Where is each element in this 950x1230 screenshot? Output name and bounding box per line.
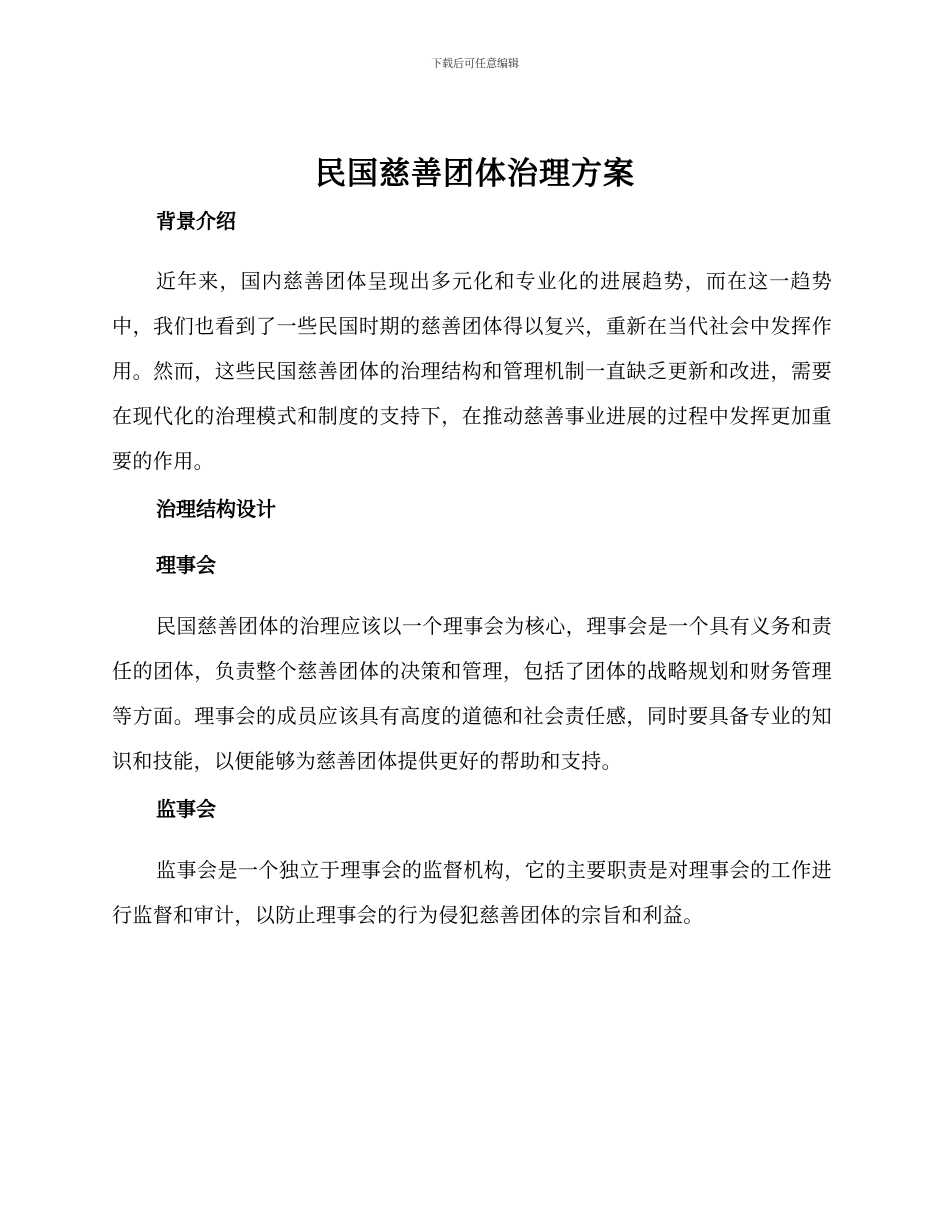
document-title: 民国慈善团体治理方案 (315, 156, 635, 192)
section-heading-background: 背景介绍 (156, 209, 236, 233)
paragraph-supervisory: 监事会是一个独立于理事会的监督机构，它的主要职责是对理事会的工作进行监督和审计，以防止理事会的行为侵犯慈善团体的宗旨和利益。 (112, 858, 832, 927)
subsection-heading-supervisory: 监事会 (156, 797, 216, 821)
section-heading-governance: 治理结构设计 (156, 497, 276, 521)
paragraph-background: 近年来，国内慈善团体呈现出多元化和专业化的进展趋势，而在这一趋势中，我们也看到了一些民国时期的慈善团体得以复兴，重新在当代社会中发挥作用。然而，这些民国慈善团体的治理结构和管理机制一直缺乏更新和改进，需要在现代化的治理模式和制度的支持下，在推动慈善事业进展的过程中发挥更加重要的作用。 (112, 269, 832, 473)
paragraph-board: 民国慈善团体的治理应该以一个理事会为核心，理事会是一个具有义务和责任的团体，负责整个慈善团体的决策和管理，包括了团体的战略规划和财务管理等方面。理事会的成员应该具有高度的道德和社会责任感，同时要具备专业的知识和技能，以便能够为慈善团体提供更好的帮助和支持。 (112, 614, 832, 773)
subsection-heading-board: 理事会 (156, 553, 216, 577)
document-body (112, 204, 832, 938)
header-note: 下载后可任意编辑 (431, 57, 519, 70)
